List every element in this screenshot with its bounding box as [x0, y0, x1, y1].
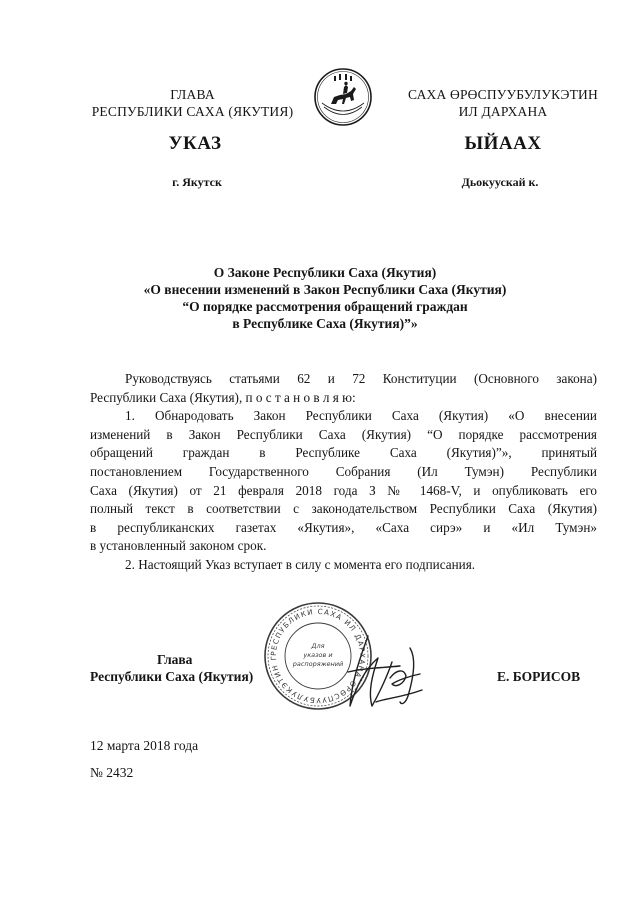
- signature-position-line1: Глава: [157, 652, 193, 667]
- title-yyaakh: ЫЙААХ: [464, 133, 542, 154]
- header-left: [85, 86, 300, 120]
- item1-line8: в установленный законом срок.: [90, 538, 267, 554]
- header-right: [388, 86, 618, 120]
- header-left-line1: ГЛАВА: [170, 87, 215, 102]
- law-title-line1: О Законе Республики Саха (Якутия): [213, 265, 437, 280]
- sakha-coat-of-arms-icon: [313, 67, 373, 127]
- decree-body: [90, 370, 597, 575]
- item1-line7: в республиканских газетах «Якутия», «Саха сирэ» и «Ил Тумэн»: [90, 519, 597, 535]
- item1-line1: 1. Обнародовать Закон Республики Саха (Якутия) «О внесении: [125, 408, 597, 424]
- place-dyokuuskai: Дьокуускай к.: [461, 175, 539, 189]
- seal-center-line2: указов и: [303, 651, 333, 659]
- header-right-line1: САХА ӨРӨСПУУБУЛУКЭТИН: [408, 87, 598, 102]
- seal-outer-text: РЕСПУБЛИКИ САХА ИЛ ДАРХАНА ӨРӨСПУУБУЛУКЭТИН Г: [268, 606, 368, 706]
- signature-position-line2: Республики Саха (Якутия): [90, 669, 254, 684]
- item2: 2. Настоящий Указ вступает в силу с момента его подписания.: [125, 556, 476, 572]
- preamble-line2: Республики Саха (Якутия), п о с т а н о в л я ю:: [90, 389, 356, 405]
- signatory-name: Е. БОРИСОВ: [497, 669, 581, 684]
- seal-center-line1: Для: [311, 642, 325, 650]
- header-right-line2: ИЛ ДАРХАНА: [458, 104, 548, 119]
- preamble-line1: Руководствуясь статьями 62 и 72 Конституции (Основного закона): [125, 371, 597, 386]
- title-ukaz: УКАЗ: [168, 133, 222, 154]
- item1-line6: полный текст в соответствии с законодательством Республики Саха (Якутия): [90, 501, 597, 517]
- law-title-line3: “О порядке рассмотрения обращений граждан: [182, 299, 468, 314]
- header-left-line2: РЕСПУБЛИКИ САХА (ЯКУТИЯ): [91, 104, 294, 119]
- item1-line4: постановлением Государственного Собрания (Ил Тумэн) Республики: [90, 463, 597, 479]
- item1-line5: Саха (Якутия) от 21 февраля 2018 года З № 1468-V, и опубликовать его: [90, 482, 597, 498]
- seal-center-line3: распоряжений: [292, 660, 344, 668]
- law-title-line2: «О внесении изменений в Закон Республики Саха (Якутия): [143, 282, 507, 297]
- decree-date: 12 марта 2018 года: [90, 738, 199, 753]
- place-yakutsk: г. Якутск: [172, 175, 222, 189]
- decree-number: № 2432: [90, 765, 134, 780]
- law-title-line4: в Республике Саха (Якутия)”»: [232, 316, 418, 331]
- handwritten-signature-icon: [330, 618, 440, 718]
- item1-line3: обращений граждан в Республике Саха (Якутия)”», принятый: [90, 445, 597, 461]
- item1-line2: изменений в Закон Республики Саха (Якутия) “О порядке рассмотрения: [90, 426, 597, 442]
- signature-position: [90, 651, 280, 685]
- law-title: [110, 264, 540, 332]
